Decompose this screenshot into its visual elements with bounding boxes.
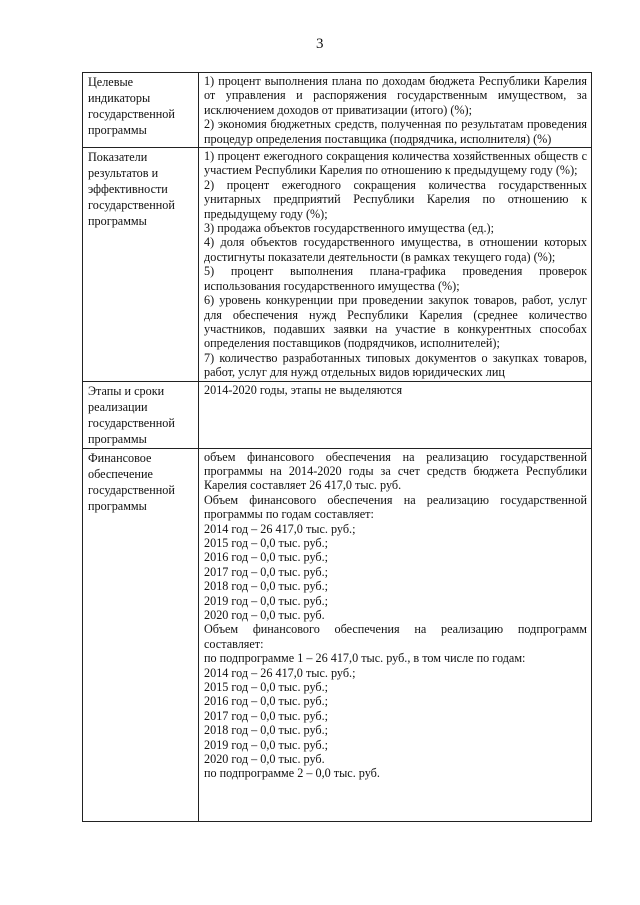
list-item: 1) процент ежегодного сокращения количества хозяйственных обществ с участием Республики Карелия по отношению к предыдущему году (%); xyxy=(204,149,587,178)
label-line: государственной xyxy=(88,415,175,430)
funding-year-line: 2015 год – 0,0 тыс. руб.; xyxy=(204,535,329,550)
label-line: индикаторы xyxy=(88,91,151,105)
label-line: обеспечение xyxy=(88,466,153,481)
label-line: Этапы и сроки xyxy=(88,383,165,398)
row-content-target-indicators xyxy=(199,73,592,148)
label-line: Финансовое xyxy=(88,450,152,465)
row-label-result-indicators xyxy=(83,148,199,382)
paragraph: Объем финансового обеспечения на реализацию подпрограмм составляет: xyxy=(204,622,587,651)
label-line: Показатели xyxy=(88,150,148,165)
row-label-stages-terms xyxy=(83,381,199,448)
label-line: государственной xyxy=(88,198,175,213)
list-item: 5) процент выполнения плана-графика проведения проверок использования государственного имущества (%); xyxy=(204,264,587,293)
list-item: 6) уровень конкуренции при проведении закупок товаров, работ, услуг для обеспечения нужд Республики Карелия (среднее количество участников, подавших заявки на участие в конкурентных способах определения поставщиков (подрядчиков, исполнителей); xyxy=(204,293,587,351)
label-line: реализации xyxy=(88,399,148,414)
table-row xyxy=(83,448,592,821)
row-content-stages-terms xyxy=(199,381,592,448)
label-line: программы xyxy=(88,214,147,229)
label-line: эффективности xyxy=(88,182,168,197)
paragraph: объем финансового обеспечения на реализацию государственной программы на 2014-2020 годы за счет средств бюджета Республики Карелия составляет 26 417,0 тыс. руб. xyxy=(204,449,587,493)
subprogram-line: по подпрограмме 1 – 26 417,0 тыс. руб., в том числе по годам: xyxy=(204,651,526,666)
list-item: 3) продажа объектов государственного имущества (ед.); xyxy=(204,221,494,236)
funding-year-line: 2018 год – 0,0 тыс. руб.; xyxy=(204,723,329,738)
program-passport-table xyxy=(82,72,592,822)
funding-year-line: 2019 год – 0,0 тыс. руб.; xyxy=(204,737,329,752)
row-content-financial-support xyxy=(199,448,592,821)
funding-year-line: 2015 год – 0,0 тыс. руб.; xyxy=(204,680,329,695)
row-label-target-indicators xyxy=(83,73,199,148)
funding-year-line: 2016 год – 0,0 тыс. руб.; xyxy=(204,694,329,709)
table-row xyxy=(83,148,592,382)
funding-year-line: 2017 год – 0,0 тыс. руб.; xyxy=(204,708,329,723)
label-line: программы xyxy=(88,431,147,446)
label-line: государственной xyxy=(88,482,175,497)
funding-year-line: 2020 год – 0,0 тыс. руб. xyxy=(204,752,325,767)
subprogram-line: по подпрограмме 2 – 0,0 тыс. руб. xyxy=(204,766,380,781)
row-label-financial-support xyxy=(83,448,199,821)
row-content-result-indicators xyxy=(199,148,592,382)
list-item: 1) процент выполнения плана по доходам бюджета Республики Карелия от управления и распоряжения государственным имуществом, за исключением доходов от приватизации (итого) (%); xyxy=(204,74,587,117)
label-line: государственной xyxy=(88,107,175,121)
list-item: 2014-2020 годы, этапы не выделяются xyxy=(204,382,403,397)
list-item: 2) экономия бюджетных средств, полученная по результатам проведения процедур определения поставщика (подрядчика, исполнителя) (%) xyxy=(204,117,587,146)
funding-year-line: 2014 год – 26 417,0 тыс. руб.; xyxy=(204,521,356,536)
funding-year-line: 2017 год – 0,0 тыс. руб.; xyxy=(204,564,329,579)
label-line: программы xyxy=(88,123,147,137)
list-item: 4) доля объектов государственного имущества, в отношении которых достигнуты показатели деятельности (в рамках текущего года) (%); xyxy=(204,235,587,264)
table-row xyxy=(83,73,592,148)
page-number: 3 xyxy=(316,36,324,52)
paragraph: Объем финансового обеспечения на реализацию государственной программы по годам составляет: xyxy=(204,492,587,522)
funding-year-line: 2020 год – 0,0 тыс. руб. xyxy=(204,608,325,622)
label-line: программы xyxy=(88,498,147,513)
funding-year-line: 2016 год – 0,0 тыс. руб.; xyxy=(204,550,329,565)
funding-year-line: 2018 год – 0,0 тыс. руб.; xyxy=(204,579,329,594)
list-item: 7) количество разработанных типовых документов о закупках товаров, работ, услуг для нужд отдельных видов юридических лиц xyxy=(204,350,587,380)
label-line: Целевые xyxy=(88,75,134,89)
funding-year-line: 2014 год – 26 417,0 тыс. руб.; xyxy=(204,665,356,680)
label-line: результатов и xyxy=(88,166,159,181)
table-row xyxy=(83,381,592,448)
funding-year-line: 2019 год – 0,0 тыс. руб.; xyxy=(204,593,329,608)
list-item: 2) процент ежегодного сокращения количества государственных унитарных предприятий Республики Карелия по отношению к предыдущему году (%); xyxy=(204,177,587,221)
